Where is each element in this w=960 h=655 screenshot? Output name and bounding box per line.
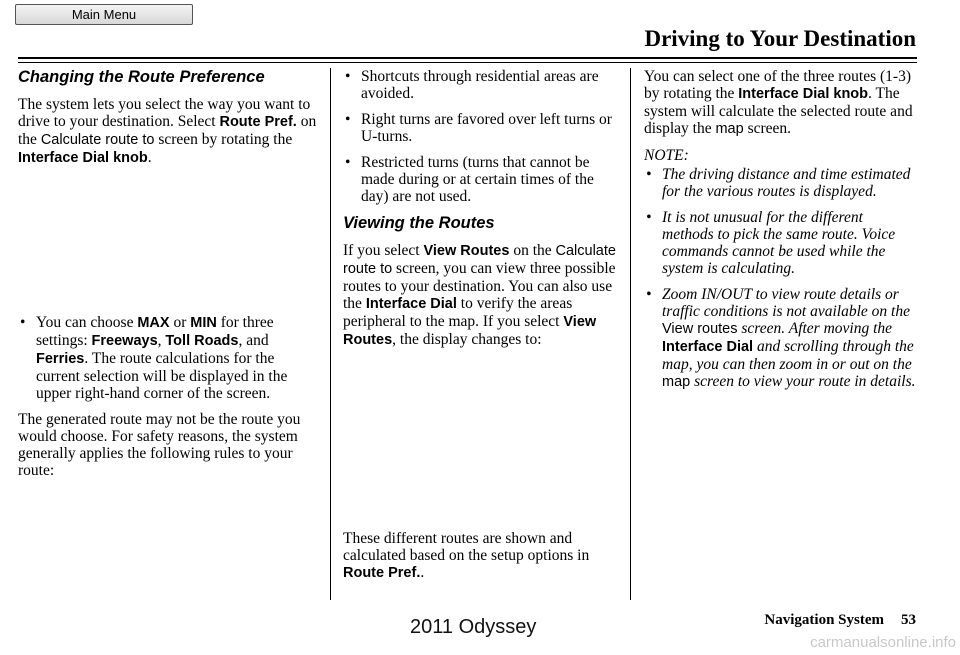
paragraph: If you select View Routes on the Calculate route to screen, you can view three possible routes to your destination. You can also use the Interface Dial to verify the areas peripheral to the map. If you select View Routes, the display changes to: — [343, 242, 616, 348]
paragraph: You can select one of the three routes (1-3) by rotating the Interface Dial knob. The system will calculate the selected route and display the map screen. — [644, 68, 913, 137]
header-rule-thin — [18, 62, 917, 63]
watermark-site: carmanualsonline.info — [810, 634, 956, 651]
column-3 — [644, 68, 916, 400]
note-label: NOTE: — [644, 147, 689, 164]
paragraph: The generated route may not be the route you would choose. For safety reasons, the system generally applies the following rules to your route: — [18, 411, 301, 479]
paragraph: The system lets you select the way you want to drive to your destination. Select Route Pref. on the Calculate route to screen by rotating the Interface Dial knob. — [18, 96, 317, 166]
bullet-list — [18, 314, 318, 402]
main-menu-button[interactable]: Main Menu — [15, 4, 193, 25]
page-number: 53 — [901, 612, 916, 628]
column-1 — [18, 68, 318, 488]
list-item: • It is not unusual for the different methods to pick the same route. Voice commands cannot be used while the system is calculating. — [644, 209, 916, 277]
section-heading-route-preference: Changing the Route Preference — [18, 68, 265, 86]
image-placeholder — [18, 176, 318, 314]
column-divider — [330, 68, 331, 600]
list-item: • The driving distance and time estimated for the various routes is displayed. — [644, 166, 916, 200]
note-list — [644, 166, 916, 391]
list-item: • Right turns are favored over left turns or U-turns. — [343, 111, 618, 145]
paragraph: These different routes are shown and calculated based on the setup options in Route Pref.. — [343, 530, 590, 581]
list-item: • You can choose MAX or MIN for three settings: Freeways, Toll Roads, and Ferries. The route calculations for the current selection will be displayed in the upper right-hand corner of the screen. — [18, 314, 318, 402]
bullet-list — [343, 68, 618, 205]
page-title: Driving to Your Destination — [644, 26, 916, 51]
image-placeholder — [343, 358, 618, 530]
list-item: • Shortcuts through residential areas are avoided. — [343, 68, 618, 102]
watermark-model: 2011 Odyssey — [410, 616, 537, 638]
list-item: • Restricted turns (turns that cannot be made during or at certain times of the day) are not used. — [343, 154, 618, 205]
section-heading-viewing-routes: Viewing the Routes — [343, 214, 495, 232]
footer-section-label: Navigation System — [764, 612, 884, 628]
header-rule — [18, 57, 917, 59]
column-2 — [343, 68, 618, 591]
list-item: • Zoom IN/OUT to view route details or traffic conditions is not available on the View routes screen. After moving the Interface Dial and scrolling through the map, you can then zoom in or out on the map screen to view your route in details. — [644, 286, 916, 391]
column-divider — [630, 68, 631, 600]
